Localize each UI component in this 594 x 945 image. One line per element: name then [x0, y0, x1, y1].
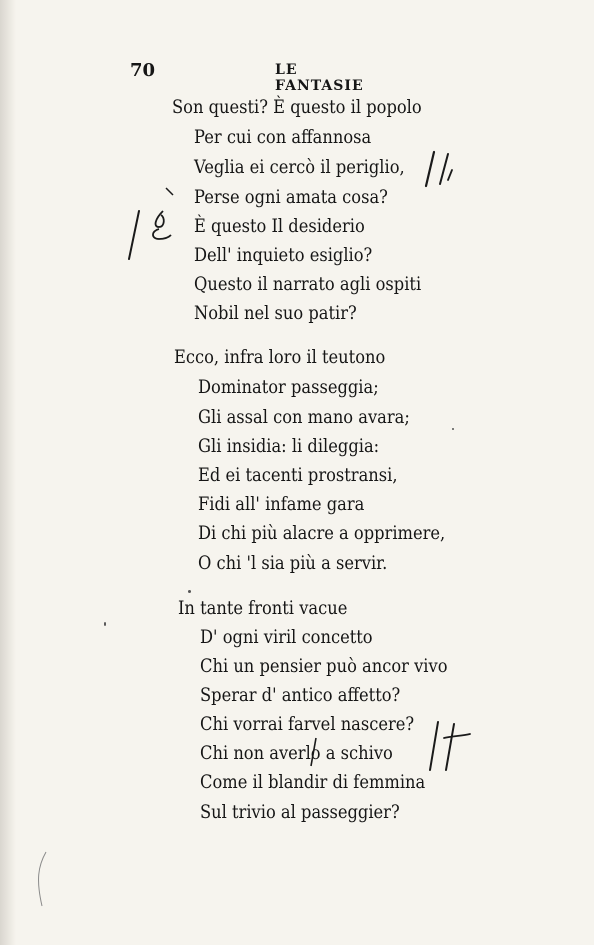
verse-line: Di chi più alacre a opprimere,: [198, 523, 446, 544]
verse-line: Gli insidia: li dileggia:: [198, 436, 380, 457]
verse-line: Questo il narrato agli ospiti: [194, 274, 422, 295]
paper-speck: [104, 622, 106, 626]
verse-line: Sul trivio al passeggier?: [200, 802, 400, 823]
verse-line: Ed ei tacenti prostransi,: [198, 465, 398, 486]
verse-line: Ecco, infra loro il teutono: [174, 347, 386, 368]
verse-line: Gli assal con mano avara;: [198, 407, 410, 428]
verse-line: O chi 'l sia più a servir.: [198, 553, 388, 574]
verse-line: In tante fronti vacue: [178, 598, 348, 619]
paper-speck: [452, 428, 454, 430]
verse-line: Per cui con affannosa: [194, 127, 372, 148]
running-title: LE FANTASIE: [275, 62, 364, 94]
corner-smudge: [30, 850, 60, 910]
paper-speck: [188, 590, 191, 593]
handwritten-annotation-left: [125, 205, 185, 265]
verse-line: Sperar d' antico affetto?: [200, 685, 401, 706]
verse-line: D' ogni viril concetto: [200, 627, 373, 648]
verse-line: Chi vorrai farvel nascere?: [200, 714, 415, 735]
handwritten-annotation-right-top: [418, 148, 458, 192]
page-number: 70: [130, 60, 156, 81]
page-header: [130, 60, 390, 94]
strike-mark-schivo: [306, 736, 322, 768]
margin-tick-mark: [164, 186, 176, 198]
verse-line: Chi un pensier può ancor vivo: [200, 656, 448, 677]
handwritten-annotation-right-bottom: [418, 718, 478, 778]
verse-line: Chi non averlo a schivo: [200, 743, 393, 764]
verse-line: Dominator passeggia;: [198, 377, 379, 398]
verse-line: Nobil nel suo patir?: [194, 303, 357, 324]
verse-line: Veglia ei cercò il periglio,: [194, 157, 405, 178]
verse-line: Come il blandir di femmina: [200, 772, 426, 793]
verse-line: Perse ogni amata cosa?: [194, 187, 388, 208]
verse-line: Dell' inquieto esiglio?: [194, 245, 373, 266]
verse-line: Son questi? È questo il popolo: [172, 97, 422, 118]
verse-line: È questo Il desiderio: [194, 216, 365, 237]
verse-line: Fidi all' infame gara: [198, 494, 365, 515]
page-gutter-shadow: [0, 0, 16, 945]
